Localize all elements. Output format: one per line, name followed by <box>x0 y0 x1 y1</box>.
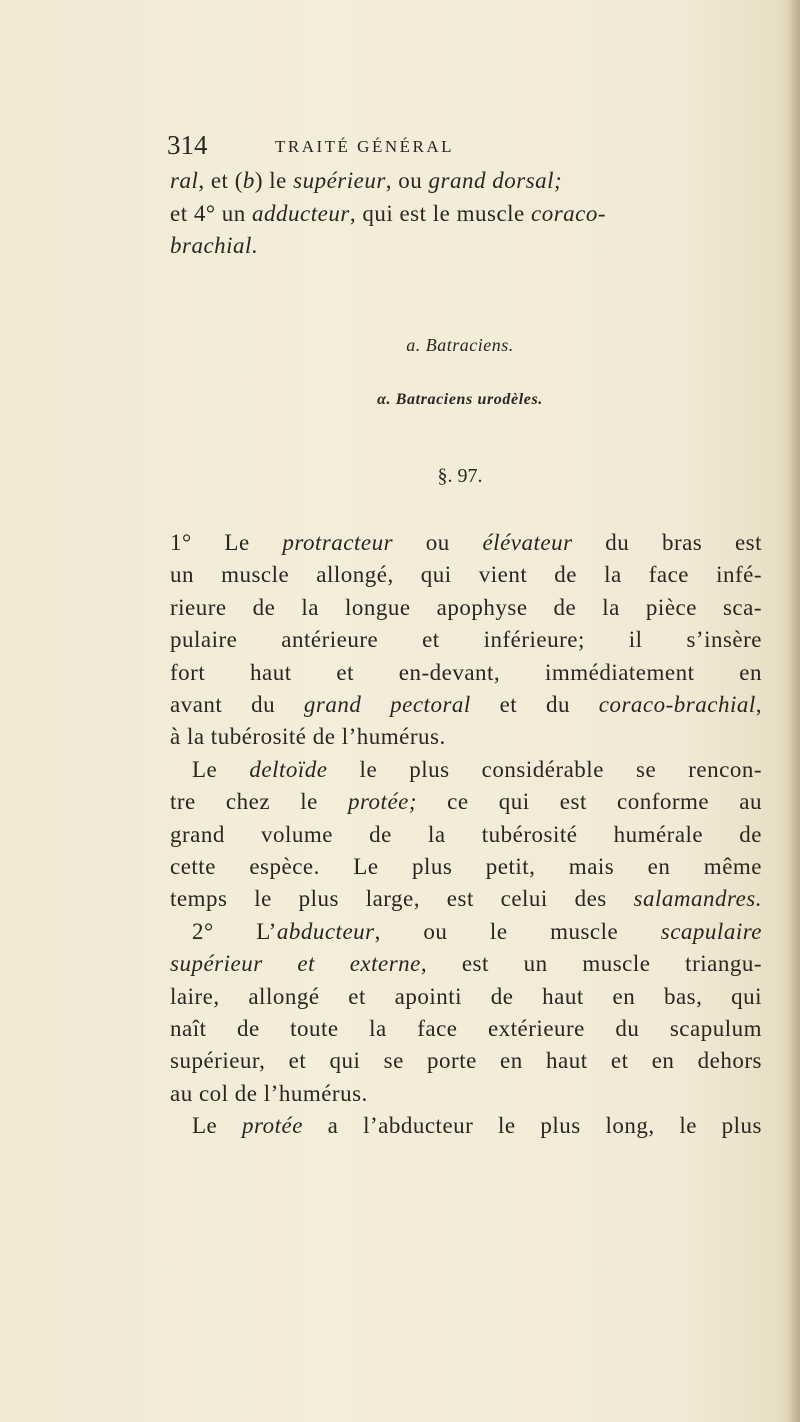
text-line <box>170 1048 762 1074</box>
text-run: rieure de la longue apophyse de la pièce sca- <box>170 594 762 620</box>
text-run: temps le plus large, est celui des <box>170 886 634 912</box>
text-run: laire, allongé et apointi de haut en bas, qui <box>170 983 762 1009</box>
text-line <box>170 233 258 259</box>
italic-term: ral <box>170 168 199 193</box>
text-run: ou <box>393 530 483 555</box>
text-run: un muscle allongé, qui vient de la face infé- <box>170 562 762 588</box>
text-line <box>170 1016 762 1042</box>
italic-term: grand pectoral <box>303 692 471 717</box>
page-header <box>167 130 767 170</box>
text-run: , <box>755 692 762 717</box>
text-line <box>192 1113 762 1139</box>
italic-term: protracteur <box>282 530 394 555</box>
italic-term: protée <box>242 1113 303 1139</box>
paragraph-number: §. 97. <box>437 465 483 487</box>
italic-term: deltoïde <box>249 756 328 782</box>
italic-term: grand dorsal; <box>428 168 563 193</box>
text-line <box>170 822 762 848</box>
italic-term: b <box>242 168 255 193</box>
text-run: , ou le muscle <box>374 918 661 944</box>
text-run: 2° L’ <box>192 918 277 944</box>
text-line <box>170 660 762 686</box>
text-run: et 4° un <box>170 200 253 226</box>
text-line <box>170 595 762 621</box>
text-run: , est un muscle triangu- <box>420 951 762 977</box>
text-run: Le <box>192 1113 242 1139</box>
text-run: du bras est <box>572 530 763 555</box>
italic-term: élévateur <box>482 530 573 555</box>
text-line <box>170 951 762 977</box>
italic-term: brachial. <box>170 233 259 258</box>
text-run: cette espèce. Le plus petit, mais en même <box>170 854 762 879</box>
text-line <box>170 1081 368 1107</box>
text-run: supérieur, et qui se porte en haut et en dehors <box>170 1048 762 1074</box>
italic-term: protée; <box>347 789 418 815</box>
text-line <box>170 627 762 653</box>
page-number: 314 <box>167 130 208 160</box>
text-line <box>170 201 606 227</box>
text-run: , et ( <box>198 168 243 193</box>
text-run: et du <box>470 692 599 717</box>
text-line <box>170 692 762 718</box>
section-heading-batraciens: a. Batraciens. <box>406 335 514 355</box>
text-line <box>170 886 762 912</box>
text-line <box>192 919 762 945</box>
text-run: au col de l’humérus. <box>170 1080 368 1106</box>
text-run: pulaire antérieure et inférieure; il s’insère <box>170 627 762 653</box>
text-run: avant du <box>170 692 304 717</box>
text-run: Le <box>192 756 250 782</box>
text-run: 1° Le <box>170 530 283 555</box>
italic-term: supérieur et externe <box>170 951 421 977</box>
text-run: grand volume de la tubérosité humérale de <box>170 821 762 847</box>
italic-term: scapulaire <box>660 918 763 944</box>
text-run: naît de toute la face extérieure du scapulum <box>170 1016 762 1041</box>
text-run: a l’abducteur le plus long, le plus <box>302 1113 762 1139</box>
italic-term: abducteur <box>276 918 375 944</box>
page-edge <box>786 0 800 1422</box>
running-head: TRAITÉ GÉNÉRAL <box>275 137 455 156</box>
italic-term: supérieur <box>293 168 386 193</box>
text-line <box>170 984 762 1010</box>
text-line <box>170 168 562 194</box>
text-line <box>170 724 446 750</box>
subsection-heading-urodeles: α. Batraciens urodèles. <box>377 391 543 408</box>
italic-term: adducteur <box>252 200 350 226</box>
text-line <box>170 530 762 556</box>
italic-term: coraco- <box>531 200 607 226</box>
text-line <box>192 757 762 783</box>
italic-term: salamandres. <box>633 886 762 912</box>
italic-term: coraco-brachial <box>598 692 756 717</box>
text-run: ) le <box>254 168 294 193</box>
text-run: fort haut et en-devant, immédiatement en <box>170 659 762 685</box>
text-run: à la tubérosité de l’humérus. <box>170 724 446 750</box>
text-line <box>170 854 762 880</box>
text-run: , qui est le muscle <box>349 200 531 226</box>
text-run: tre chez le <box>170 789 348 815</box>
text-run: le plus considérable se rencon- <box>327 756 762 782</box>
text-run: ce qui est conforme au <box>417 789 762 815</box>
text-run: , ou <box>385 168 429 193</box>
text-line <box>170 789 762 815</box>
text-line <box>170 562 762 588</box>
